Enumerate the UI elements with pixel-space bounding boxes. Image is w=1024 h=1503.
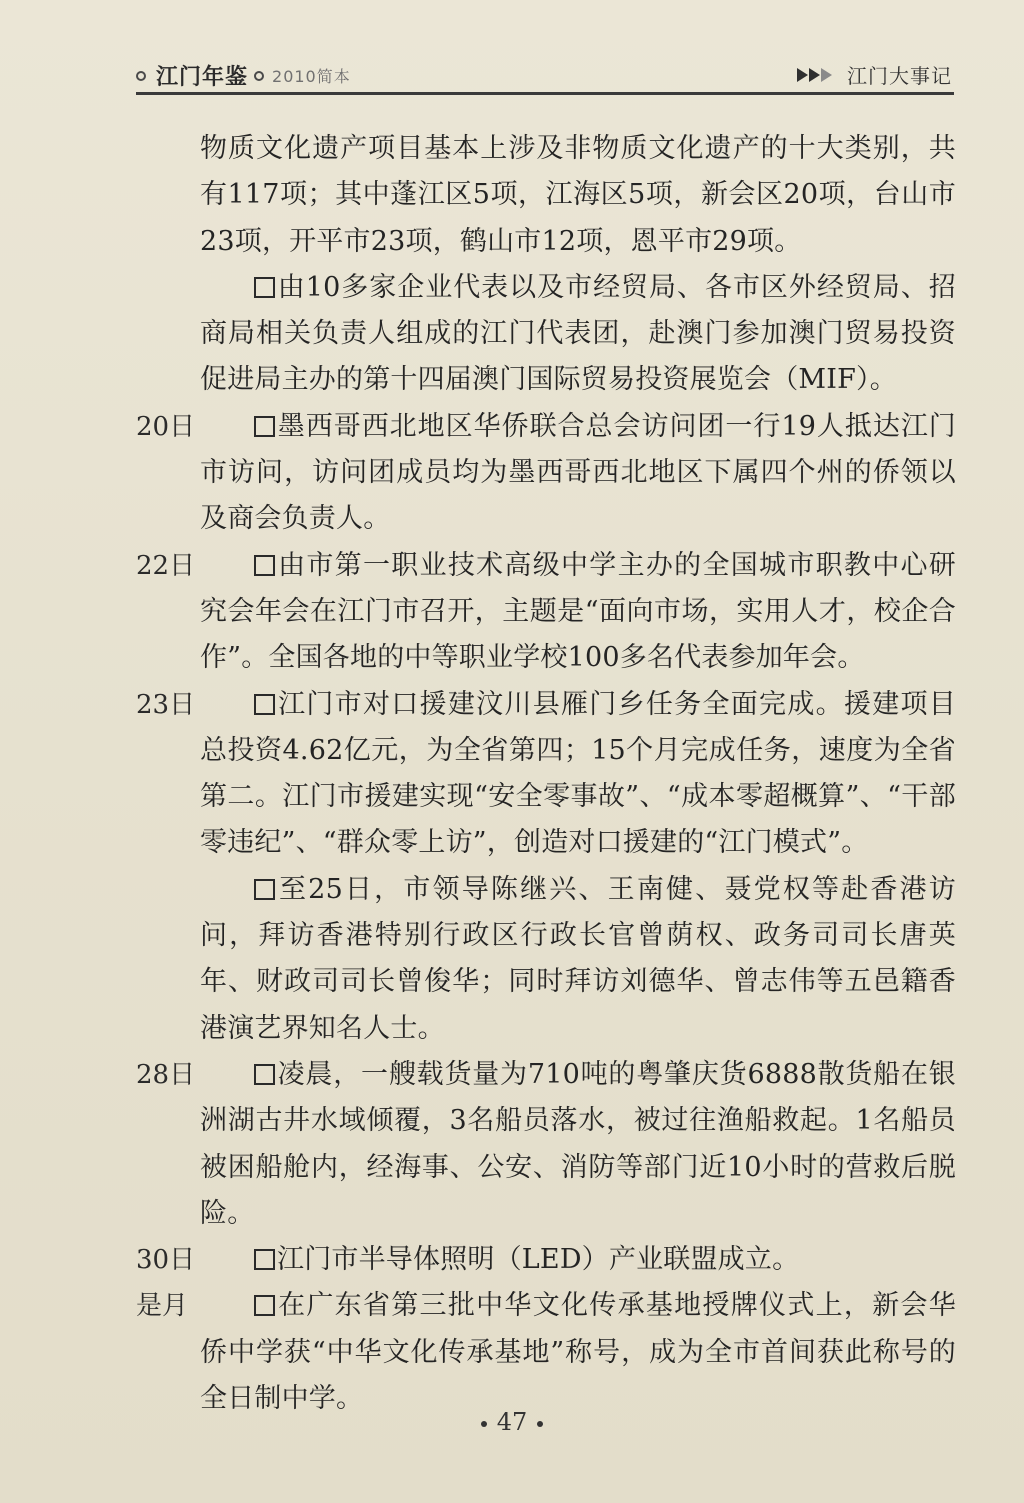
entry xyxy=(136,265,956,404)
bullet-dot-icon xyxy=(481,1421,487,1427)
entry-text: 江门市对口援建汶川县雁门乡任务全面完成。援建项目总投资4.62亿元，为全省第四；15个月完成任务，速度为全省第二。江门市援建实现“安全零事故”、“成本零超概算”、“干部零违纪”、“群众零上访”，创造对口援建的“江门模式”。 xyxy=(200,688,956,859)
entry xyxy=(136,1237,956,1283)
entry-text: 凌晨，一艘载货量为710吨的粤肇庆货6888散货船在银洲湖古井水域倾覆，3名船员落水，被过往渔船救起。1名船员被困船舱内，经海事、公安、消防等部门近10小时的营救后脱险。 xyxy=(200,1058,956,1229)
ring-icon xyxy=(254,71,264,81)
page-number-value: 47 xyxy=(496,1408,528,1436)
chronicle-content xyxy=(136,126,956,1422)
entry-date: 28日 xyxy=(136,1059,196,1090)
entry-text: 至25日，市领导陈继兴、王南健、聂党权等赴香港访问，拜访香港特别行政区行政长官曾荫权、政务司司长唐英年、财政司司长曾俊华；同时拜访刘德华、曾志伟等五邑籍香港演艺界知名人士。 xyxy=(200,873,956,1044)
header-right xyxy=(797,60,952,89)
triple-arrow-icon xyxy=(797,68,833,82)
entry-text: 在广东省第三批中华文化传承基地授牌仪式上，新会华侨中学获“中华文化传承基地”称号，成为全市首间获此称号的全日制中学。 xyxy=(200,1290,956,1415)
checkbox-icon xyxy=(254,1249,275,1270)
entry-date: 22日 xyxy=(136,550,196,581)
entry xyxy=(136,867,956,1052)
entry-text: 由10多家企业代表以及市经贸局、各市区外经贸局、招商局相关负责人组成的江门代表团，赴澳门参加澳门贸易投资促进局主办的第十四届澳门国际贸易投资展览会（MIF）。 xyxy=(200,271,956,396)
checkbox-icon xyxy=(254,1295,275,1316)
header-left xyxy=(136,60,351,91)
entry-text: 墨西哥西北地区华侨联合总会访问团一行19人抵达江门市访问，访问团成员均为墨西哥西北地区下属四个州的侨领以及商会负责人。 xyxy=(200,410,956,535)
running-header xyxy=(136,60,952,92)
entry xyxy=(136,682,956,867)
entry-date: 20日 xyxy=(136,411,196,442)
entry-text: 物质文化遗产项目基本上涉及非物质文化遗产的十大类别，共有117项；其中蓬江区5项，江海区5项，新会区20项，台山市23项，开平市23项，鹤山市12项，恩平市29项。 xyxy=(200,133,956,257)
yearbook-title: 江门年鉴 xyxy=(156,64,249,90)
checkbox-icon xyxy=(254,416,275,437)
entry-text: 由市第一职业技术高级中学主办的全国城市职教中心研究会年会在江门市召开，主题是“面向市场，实用人才，校企合作”。全国各地的中等职业学校100多名代表参加年会。 xyxy=(200,549,956,674)
entry xyxy=(136,1052,956,1237)
page-number xyxy=(0,1408,1024,1436)
entry xyxy=(136,543,956,682)
entry-date: 23日 xyxy=(136,689,196,720)
checkbox-icon xyxy=(254,277,275,298)
section-title: 江门大事记 xyxy=(847,64,952,88)
edition-label: 2010简本 xyxy=(272,67,351,86)
checkbox-icon xyxy=(254,879,275,900)
bullet-dot-icon xyxy=(537,1421,543,1427)
checkbox-icon xyxy=(254,1064,275,1085)
entry-date: 是月 xyxy=(136,1291,189,1322)
checkbox-icon xyxy=(254,694,275,715)
entry xyxy=(136,404,956,543)
entry xyxy=(136,1283,956,1422)
header-divider xyxy=(136,92,954,95)
checkbox-icon xyxy=(254,555,275,576)
ring-icon xyxy=(136,71,146,81)
entry-text: 江门市半导体照明（LED）产业联盟成立。 xyxy=(277,1244,800,1276)
entry xyxy=(136,126,956,265)
entry-date: 30日 xyxy=(136,1245,196,1276)
